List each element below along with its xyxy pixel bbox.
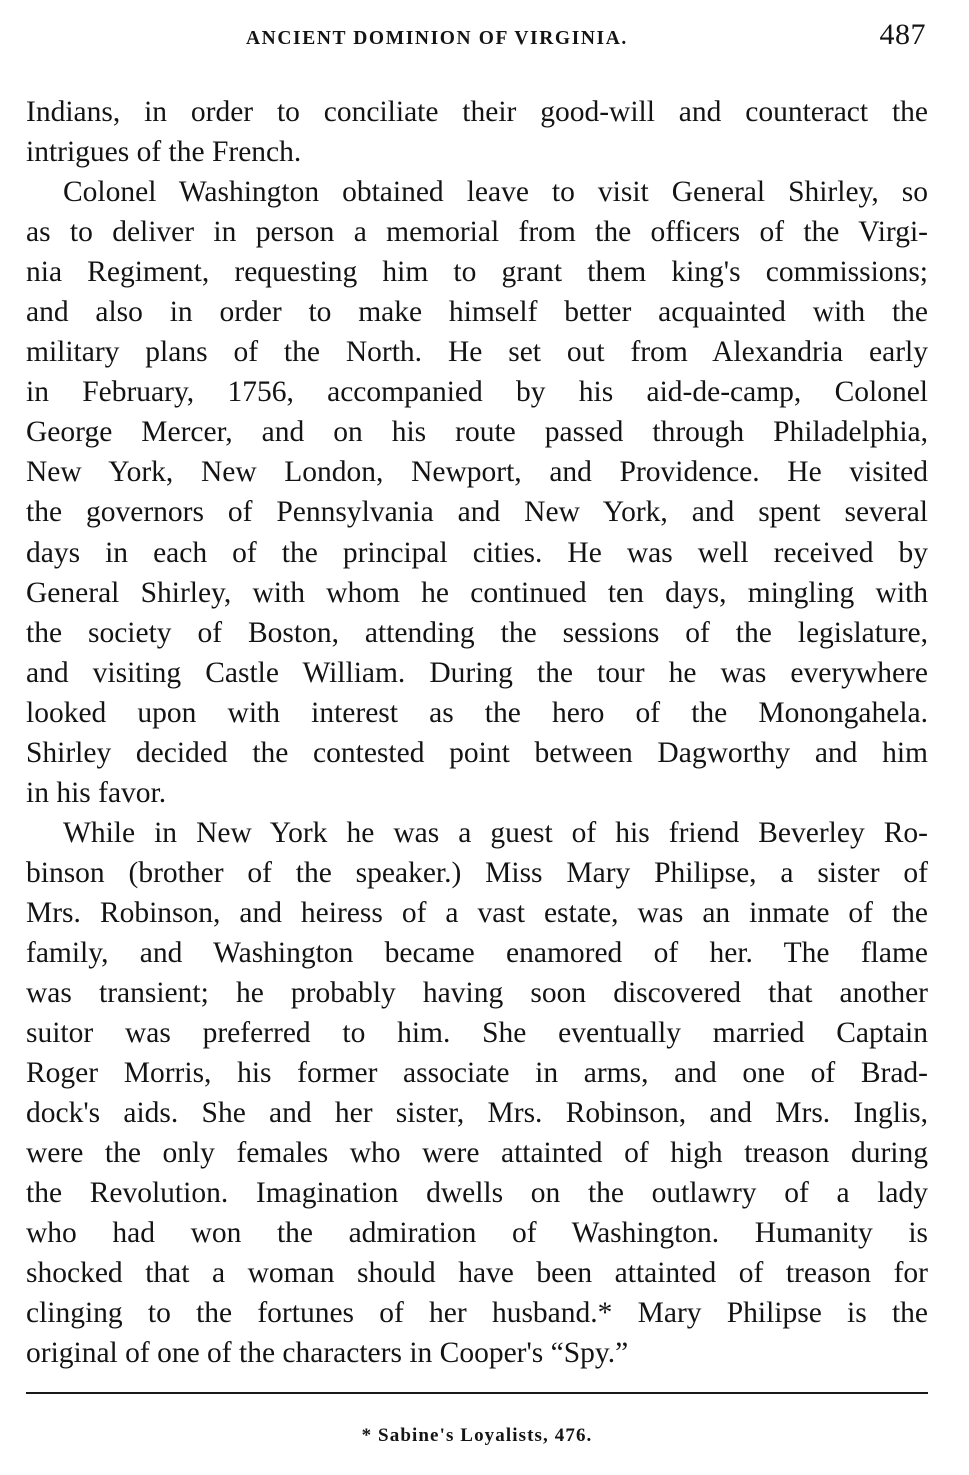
text-line: Roger Morris, his former associate in arms, and one of Brad- <box>26 1057 928 1090</box>
text-line: binson (brother of the speaker.) Miss Mary Philipse, a sister of <box>26 856 928 889</box>
text-line: the society of Boston, attending the sessions of the legislature, <box>26 616 928 649</box>
text-line: who had won the admiration of Washington. Humanity is <box>26 1217 928 1250</box>
page-number: 487 <box>879 18 926 51</box>
footnote: * Sabine's Loyalists, 476. <box>361 1425 593 1446</box>
text-line: Shirley decided the contested point between Dagworthy and him <box>26 736 928 769</box>
text-line: the governors of Pennsylvania and New York, and spent several <box>26 496 928 529</box>
text-line: in February, 1756, accompanied by his aid-de-camp, Colonel <box>26 376 928 409</box>
text-line: George Mercer, and on his route passed through Philadelphia, <box>26 416 928 449</box>
text-line: were the only females who were attainted of high treason during <box>26 1137 928 1170</box>
text-line: nia Regiment, requesting him to grant them king's commissions; <box>26 256 928 289</box>
footnote-divider <box>26 1392 928 1394</box>
text-line: Colonel Washington obtained leave to visit General Shirley, so <box>63 176 928 209</box>
text-line: Mrs. Robinson, and heiress of a vast estate, was an inmate of the <box>26 896 928 929</box>
paragraph-2 <box>26 172 928 813</box>
text-line: shocked that a woman should have been attainted of treason for <box>26 1257 928 1290</box>
running-title: ANCIENT DOMINION OF VIRGINIA. <box>246 28 628 49</box>
text-line: days in each of the principal cities. He was well received by <box>26 536 928 569</box>
text-line: looked upon with interest as the hero of the Monongahela. <box>26 696 928 729</box>
paragraph-3 <box>26 813 928 1374</box>
text-line: original of one of the characters in Cooper's “Spy.” <box>26 1337 629 1370</box>
text-line: intrigues of the French. <box>26 136 302 169</box>
paragraph-1 <box>26 92 928 172</box>
text-line: Indians, in order to conciliate their good-will and counteract the <box>26 96 928 128</box>
book-page <box>26 18 928 1458</box>
running-head <box>26 18 928 66</box>
text-line: as to deliver in person a memorial from the officers of the Virgi- <box>26 216 928 249</box>
text-line: General Shirley, with whom he continued ten days, mingling with <box>26 576 928 609</box>
text-line: the Revolution. Imagination dwells on the outlawry of a lady <box>26 1177 928 1210</box>
text-line: in his favor. <box>26 776 167 809</box>
text-line: suitor was preferred to him. She eventually married Captain <box>26 1017 928 1050</box>
text-line: While in New York he was a guest of his friend Beverley Ro- <box>63 816 928 849</box>
text-line: dock's aids. She and her sister, Mrs. Robinson, and Mrs. Inglis, <box>26 1097 928 1130</box>
text-line: family, and Washington became enamored of her. The flame <box>26 936 928 969</box>
text-line: was transient; he probably having soon discovered that another <box>26 977 928 1010</box>
text-line: and also in order to make himself better acquainted with the <box>26 296 928 329</box>
text-line: clinging to the fortunes of her husband.* Mary Philipse is the <box>26 1297 928 1330</box>
text-line: and visiting Castle William. During the tour he was everywhere <box>26 656 928 689</box>
text-line: military plans of the North. He set out from Alexandria early <box>26 336 928 369</box>
body-text <box>26 92 928 1374</box>
text-line: New York, New London, Newport, and Providence. He visited <box>26 456 928 489</box>
